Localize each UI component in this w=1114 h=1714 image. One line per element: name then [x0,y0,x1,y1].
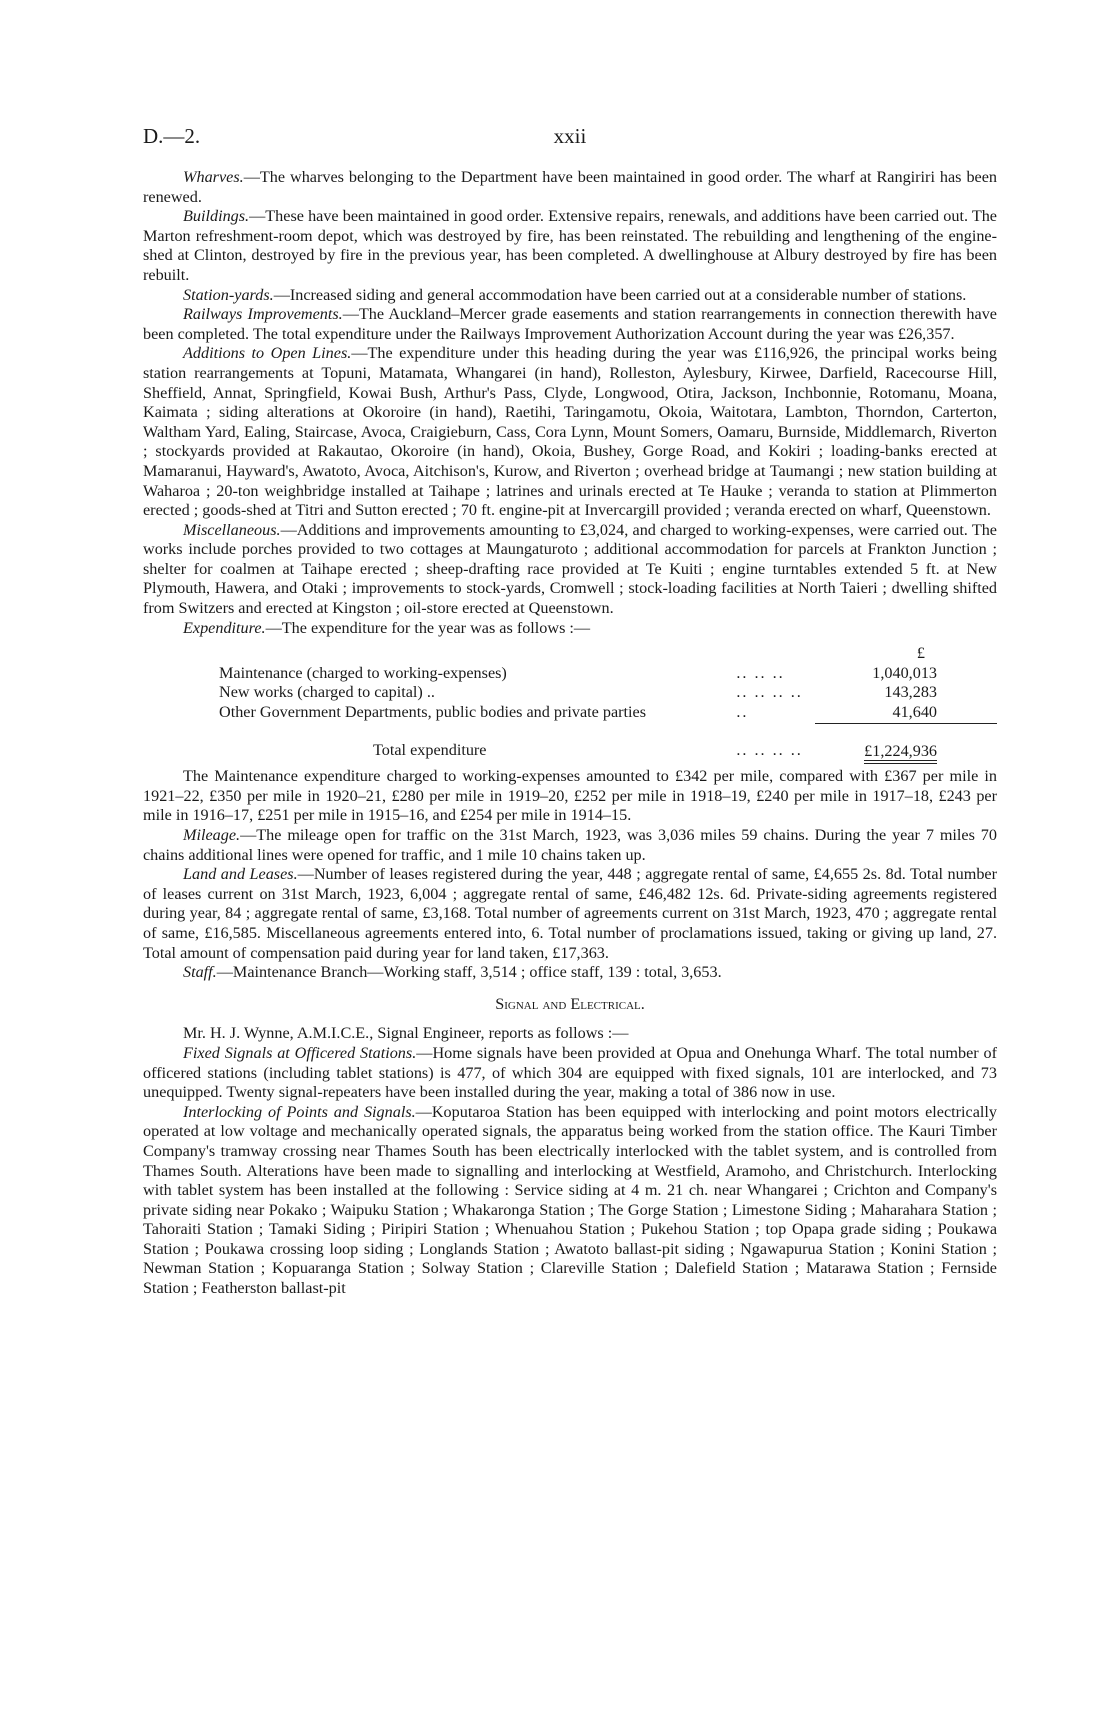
paragraph-text: —The expenditure for the year was as follows :— [265,618,591,637]
paragraph-title: Additions to Open Lines. [183,344,352,363]
row-label: New works (charged to capital) .. [219,683,435,702]
total-amount [815,723,997,761]
paragraph-text: —The mileage open for traffic on the 31st March, 1923, was 3,036 miles 59 chains. During the year 7 miles 70 chains additional lines were opened for traffic, and 1 mile 10 chains taken up. [143,826,997,864]
paragraph-text: —Koputaroa Station has been equipped with interlocking and point motors electrically operated at low voltage and mechanically operated signals, the apparatus being worked from the station office. The Kauri Timber Company's tramway crossing near Thames South has been electrically interlocked with the tablet system, and is controlled from Thames South. Alterations have been made to signalling and interlocking at Westfield, Aramoho, and Christchurch. Interlocking with tablet system has been installed at the following : Service siding at 4 m. 21 ch. near Whangarei ; Crichton and Company's private siding near Pokako ; Waipuku Station ; Whakaronga Station ; The Gorge Station ; Limestone Siding ; Maharahara Station ; Tahoraiti Station ; Tamaki Siding ; Piripiri Station ; Whenuahou Station ; Pukehou Station ; top Opapa grade siding ; Poukawa Station ; Poukawa crossing loop siding ; Longlands Station ; Awatoto ballast-pit siding ; Ngawapurua Station ; Konini Station ; Newman Station ; Kopuaranga Station ; Solway Station ; Clareville Station ; Dalefield Station ; Matarawa Station ; Fernside Station ; Featherston ballast-pit [143,1102,998,1298]
paragraph-text: —Home signals have been provided at Opua and Onehunga Wharf. The total number of officered stations (including tablet stations) is 477, of which 304 are equipped with fixed signals, 101 are interlocked, and 73 unequipped. Twenty signal-repeaters have been installed during the year, making a total of 386 now in use. [143,1043,998,1102]
paragraph-land-leases [143,865,997,963]
row-leader: .. .. .. .. [736,683,803,702]
paragraph-fixed-signals [143,1044,997,1103]
paragraph-title: Railways Improvements. [183,305,343,324]
paragraph-buildings [143,207,997,285]
paragraph-title: Land and Leases. [183,865,298,884]
currency-unit: £ [916,644,925,663]
paragraph-text: The Maintenance expenditure charged to working-expenses amounted to £342 per mile, compared with £367 per mile in 1921–22, £350 per mile in 1920–21, £280 per mile in 1919–20, £252 per mile in 1918–19, £240 per mile in 1917–18, £243 per mile in 1916–17, £251 per mile in 1915–16, and £254 per mile in 1914–15. [143,767,997,825]
paragraph-title: Buildings. [183,207,250,226]
paragraph-text: —Number of leases registered during the year, 448 ; aggregate rental of same, £4,655 2s. 8d. Total number of leases current on 31st March, 1923, 6,004 ; aggregate rental of same, £46,482 12s. 6d. Private-siding agreements registered during year, 84 ; aggregate rental of same, £3,168. Total number of agreements current on 31st March, 1923, 470 ; aggregate rental of same, £16,585. Miscellaneous agreements entered into, 6. Total number of proclamations issued, taking or giving up land, 27. Total amount of compensation paid during year for land taken, £17,363. [143,865,997,962]
row-amount: 1,040,013 [872,663,937,682]
paragraph-title: Miscellaneous. [183,520,281,539]
paragraph-railways-improvements [143,305,997,344]
paragraph-title: Fixed Signals at Officered Stations. [183,1043,417,1062]
paragraph-text: —These have been maintained in good order. Extensive repairs, renewals, and additions have been carried out. The Marton refreshment-room depot, which was destroyed by fire, has been reinstated. The rebuilding and lengthening of the engine-shed at Clinton, destroyed by fire in the previous year, has been completed. A dwellinghouse at Albury destroyed by fire has been rebuilt. [143,207,997,284]
document-reference: D.—2. [143,124,201,148]
paragraph-maintenance-per-mile [143,767,997,826]
paragraph-title: Expenditure. [183,618,266,637]
row-leader: .. [736,703,749,722]
paragraph-title: Wharves. [183,168,244,186]
row-label: Other Government Departments, public bodies and private parties [219,703,647,722]
paragraph-text: —Increased siding and general accommodation have been carried out at a considerable number of stations. [273,285,967,304]
page-body [143,168,997,1299]
row-label: Maintenance (charged to working-expenses) [219,663,507,682]
paragraph-staff [143,963,997,983]
row-amount: 143,283 [884,683,937,702]
table-row [143,664,997,684]
paragraph-title: Staff. [183,963,217,982]
paragraph-wharves [143,168,997,207]
paragraph-text: —Additions and improvements amounting to £3,024, and charged to working-expenses, were carried out. The works include porches provided to two cottages at Maungaturoto ; additional accommodation for parcels at Frankton Junction ; shelter for coalmen at Taihape erected ; sheep-drafting race provided at Te Kuiti ; engine turntables extended 5 ft. at New Plymouth, Hawera, and Otaki ; improvements to stock-yards, Cromwell ; stock-loading facilities at North Taieri ; dwelling shifted from Switzers and erected at Kingston ; oil-store erected at Queenstown. [143,520,997,618]
row-leader: .. .. .. [736,663,785,682]
total-label: Total expenditure [373,741,487,760]
paragraph-text: Mr. H. J. Wynne, A.M.I.C.E., Signal Engineer, reports as follows :— [183,1024,629,1043]
paragraph-miscellaneous [143,521,997,619]
paragraph-title: Interlocking of Points and Signals. [183,1102,416,1121]
paragraph-text: —Maintenance Branch—Working staff, 3,514 ; office staff, 139 : total, 3,653. [216,963,722,982]
paragraph-additions-open-lines [143,344,997,520]
page-header [143,124,997,158]
expenditure-unit-row [143,644,997,664]
paragraph-expenditure [143,619,997,639]
paragraph-interlocking [143,1103,997,1299]
paragraph-title: Station-yards. [183,285,274,304]
paragraph-text: —The expenditure under this heading during the year was £116,926, the principal works being station rearrangements at Topuni, Matamata, Whangarei (in hand), Rolleston, Aylesbury, Kirwee, Darfield, Racecourse Hill, Sheffield, Annat, Springfield, Kowai Bush, Arthur's Pass, Clyde, Longwood, Otira, Jackson, Inchbonnie, Rotomanu, Moana, Kaimata ; siding alterations at Okoroire (in hand), Raetihi, Taringamotu, Okoia, Waitotara, Lambton, Thorndon, Carterton, Waltham Yard, Ealing, Staircase, Avoca, Craigieburn, Cass, Cora Lynn, Mount Somers, Oamaru, Burnside, Middlemarch, Riverton ; stockyards provided at Rakautao, Okoroire (in hand), Okoia, Bushey, Gorge Road, and Kokiri ; loading-banks erected at Mamaranui, Hayward's, Awatoto, Avoca, Aitchison's, Kurow, and Riverton ; overhead bridge at Taumangi ; new station building at Waharoa ; 20-ton weighbridge installed at Taihape ; latrines and urinals erected at Te Hauke ; veranda to station at Plimmerton erected ; goods-shed at Titri and Sutton erected ; 70 ft. engine-pit at Invercargill provided ; veranda erected on wharf, Queenstown. [143,344,997,520]
total-amount-value: £1,224,936 [864,742,937,764]
section-heading: Signal and Electrical. [495,994,645,1013]
table-row [143,703,997,723]
paragraph-mileage [143,826,997,865]
total-leader: .. .. .. .. [736,741,803,760]
paragraph-text: —The Auckland–Mercer grade easements and station rearrangements in connection therewith have been completed. The total expenditure under the Railways Improvement Authorization Account during the year was £26,357. [143,305,997,343]
row-amount: 41,640 [892,703,937,722]
paragraph-station-yards [143,286,997,306]
page-number: xxii [553,124,587,148]
expenditure-table [143,644,997,761]
paragraph-signal-engineer [143,1024,997,1044]
table-row [143,683,997,703]
paragraph-title: Mileage. [183,826,241,844]
total-row [143,723,997,761]
paragraph-text: —The wharves belonging to the Department have been maintained in good order. The wharf at Rangiriri has been renewed. [143,168,997,206]
